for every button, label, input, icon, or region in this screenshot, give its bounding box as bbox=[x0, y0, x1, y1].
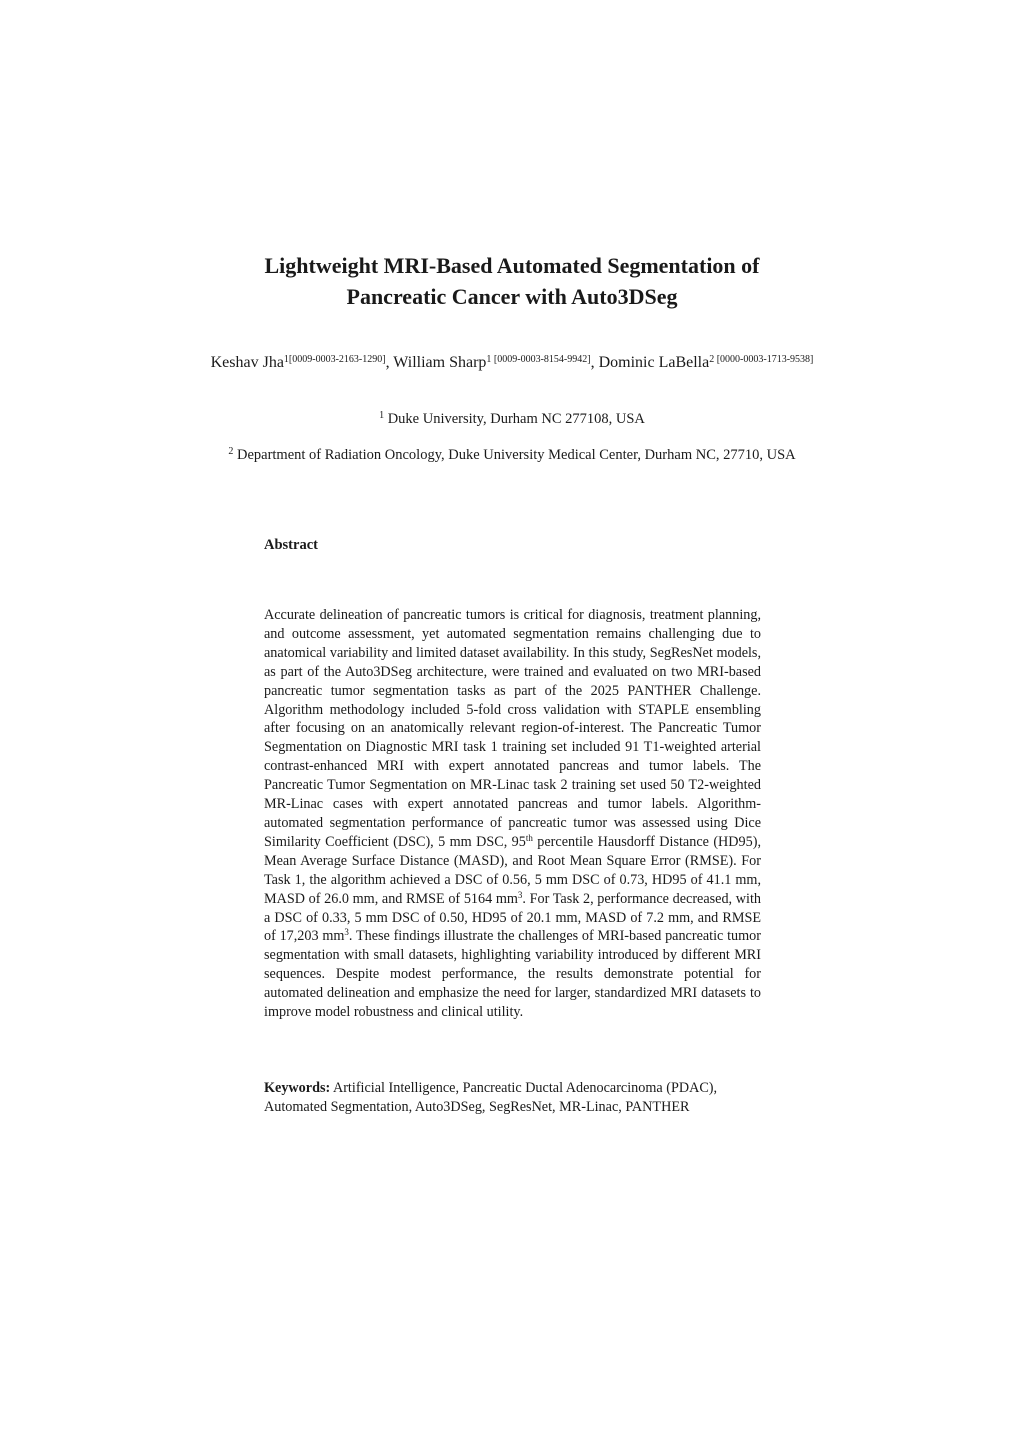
abstract-text: . These findings illustrate the challenges of MRI-based pancreatic tumor segmentation with small datasets, highlighting variability introduced by different MRI sequences. Despite modest performance, the results demonstrate potential for automated delineation and emphasize the need for larger, standardized MRI datasets to improve model robustness and clinical utility. bbox=[264, 928, 761, 1021]
author-list bbox=[210, 353, 814, 373]
title-line-2: Pancreatic Cancer with Auto3DSeg bbox=[346, 284, 678, 309]
author-name: Dominic LaBella bbox=[598, 354, 710, 371]
unit-superscript: 3 bbox=[344, 927, 349, 938]
keywords bbox=[264, 1079, 761, 1117]
author-name: Keshav Jha bbox=[210, 354, 284, 371]
title-line-1: Lightweight MRI-Based Automated Segmentation of bbox=[264, 253, 760, 278]
abstract-text: . For Task 2, performance decreased, with a DSC of 0.33, 5 mm DSC of 0.50, HD95 of 20.1 mm, MASD of 7.2 mm, and RMSE of 17,203 mm bbox=[264, 890, 761, 945]
affiliation-2 bbox=[202, 446, 822, 465]
author-orcid: [0009-0003-8154-9942] bbox=[491, 354, 591, 365]
author-affiliation-mark: 1 bbox=[283, 354, 289, 365]
author-orcid: [0009-0003-2163-1290] bbox=[288, 354, 386, 365]
affiliation-number: 2 bbox=[228, 446, 234, 457]
abstract-heading: Abstract bbox=[264, 537, 318, 553]
affiliation-1 bbox=[202, 410, 822, 429]
author-affiliation-mark: 1 bbox=[486, 354, 492, 365]
author-name: William Sharp bbox=[393, 354, 487, 371]
affiliation-text: Duke University, Durham NC 277108, USA bbox=[384, 411, 645, 427]
author-orcid: [0000-0003-1713-9538] bbox=[714, 354, 814, 365]
paper-title bbox=[180, 250, 844, 312]
keywords-text: Artificial Intelligence, Pancreatic Ductal Adenocarcinoma (PDAC), Automated Segmentation, Auto3DSeg, SegResNet, MR-Linac, PANTHER bbox=[264, 1080, 718, 1115]
author-separator: , bbox=[590, 354, 599, 371]
author-separator: , bbox=[385, 354, 394, 371]
author-affiliation-mark: 2 bbox=[709, 354, 715, 365]
ordinal-superscript: th bbox=[525, 832, 533, 843]
abstract-body bbox=[264, 606, 761, 1022]
abstract-text: Accurate delineation of pancreatic tumors is critical for diagnosis, treatment planning, and outcome assessment, yet automated segmentation remains challenging due to anatomical variability and limited dataset availability. In this study, SegResNet models, as part of the Auto3DSeg architecture, were trained and evaluated on two MRI-based pancreatic tumor segmentation tasks as part of the 2025 PANTHER Challenge. Algorithm methodology included 5-fold cross validation with STAPLE ensembling after focusing on an anatomically relevant region-of-interest. The Pancreatic Tumor Segmentation on Diagnostic MRI task 1 training set included 91 T1-weighted arterial contrast-enhanced MRI with expert annotated pancreas and tumor labels. The Pancreatic Tumor Segmentation on MR-Linac task 2 training set used 50 T2-weighted MR-Linac cases with expert annotated pancreas and tumor labels. Algorithm-automated segmentation performance of pancreatic tumor was assessed using Dice Similarity Coefficient (DSC), 5 mm DSC, 95 bbox=[264, 607, 761, 850]
abstract-text: percentile Hausdorff Distance (HD95), Mean Average Surface Distance (MASD), and Root Mean Square Error (RMSE). For Task 1, the algorithm achieved a DSC of 0.56, 5 mm DSC of 0.73, HD95 of 41.1 mm, MASD of 26.0 mm, and RMSE of 5164 mm bbox=[264, 833, 762, 907]
keywords-label: Keywords: bbox=[264, 1080, 331, 1096]
unit-superscript: 3 bbox=[517, 889, 523, 900]
affiliation-text: Department of Radiation Oncology, Duke University Medical Center, Durham NC, 27710, USA bbox=[233, 447, 796, 463]
affiliation-number: 1 bbox=[379, 410, 385, 421]
